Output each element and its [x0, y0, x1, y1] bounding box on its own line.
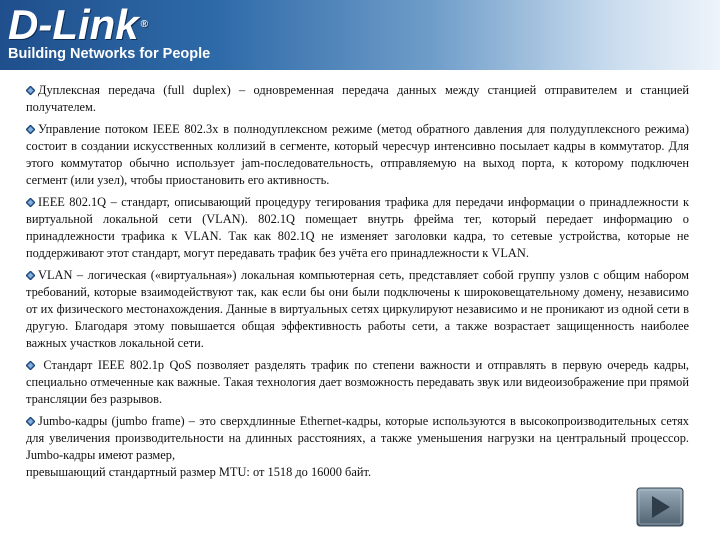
- header-banner: [0, 0, 720, 70]
- paragraph-full-duplex: [26, 82, 689, 116]
- paragraph-text: Стандарт IEEE 802.1p QoS позволяет разделять трафик по степени важности и отправлять в первую очередь кадры, специально отмеченные как важные. Такая технология дает возможность передавать звук или видеоизображение при прямой трансляции без разрывов.: [26, 358, 689, 406]
- dlink-logo: [8, 1, 211, 62]
- slide-body: [26, 82, 689, 486]
- diamond-bullet-icon: [26, 86, 35, 95]
- paragraph-text: Jumbo-кадры (jumbo frame) – это сверхдлинные Ethernet-кадры, которые используются в высокопроизводительных сетях для увеличения производительности на длинных расстояниях, а также уменьшения нагрузки на центральный процессор. Jumbo-кадры имеют размер,: [26, 414, 689, 462]
- logo-wordmark: D-Link: [8, 1, 139, 48]
- diamond-bullet-icon: [26, 125, 35, 134]
- paragraph-vlan: [26, 267, 689, 352]
- paragraph-qos: [26, 357, 689, 408]
- paragraph-text: IEEE 802.1Q – стандарт, описывающий процедуру тегирования трафика для передачи информации о принадлежности к виртуальной локальной сети (VLAN). 802.1Q помещает внутрь фрейма тег, который передает информацию о принадлежности трафика к VLAN. Так как 802.1Q не изменяет заголовки кадра, то сетевые устройства, которые не поддерживают этот стандарт, могут передавать трафик без учёта его принадлежности к VLAN.: [26, 195, 689, 260]
- paragraph-text: Дуплексная передача (full duplex) – одновременная передача данных между станцией отправителем и станцией получателем.: [26, 83, 689, 114]
- diamond-bullet-icon: [26, 417, 35, 426]
- diamond-bullet-icon: [26, 198, 35, 207]
- next-slide-arrow-icon[interactable]: [636, 487, 684, 527]
- logo-registered-mark: ®: [140, 19, 149, 30]
- paragraph-8021q: [26, 194, 689, 262]
- paragraph-jumbo-continuation: превышающий стандартный размер MTU: от 1518 до 16000 байт.: [26, 465, 372, 479]
- paragraph-jumbo: [26, 413, 689, 464]
- paragraph-text: VLAN – логическая («виртуальная») локальная компьютерная сеть, представляет собой группу узлов с общим набором требований, которые взаимодействуют так, как если бы они были подключены к широковещательному домену, независимо от их физического местонахождения. Данные в виртуальных сетях циркулируют независимо и не проникают из одной сети в другую. Благодаря этому повышается общая эффективность работы сети, а также возрастает защищенность наиболее важных участков локальной сети.: [26, 268, 689, 350]
- logo-tagline: Building Networks for People: [8, 46, 211, 62]
- diamond-bullet-icon: [26, 361, 35, 370]
- paragraph-text: Управление потоком IEEE 802.3x в полнодуплексном режиме (метод обратного давления для полудуплексного режима) состоит в создании искусственных коллизий в сегменте, который чересчур интенсивно посылает кадры в коммутатор. Для этого коммутатор обычно использует jam-последовательность, отправляемую на выход порта, к которому подключен сегмент (или узел), чтобы приостановить его активность.: [26, 122, 689, 187]
- paragraph-flow-control: [26, 121, 689, 189]
- diamond-bullet-icon: [26, 271, 35, 280]
